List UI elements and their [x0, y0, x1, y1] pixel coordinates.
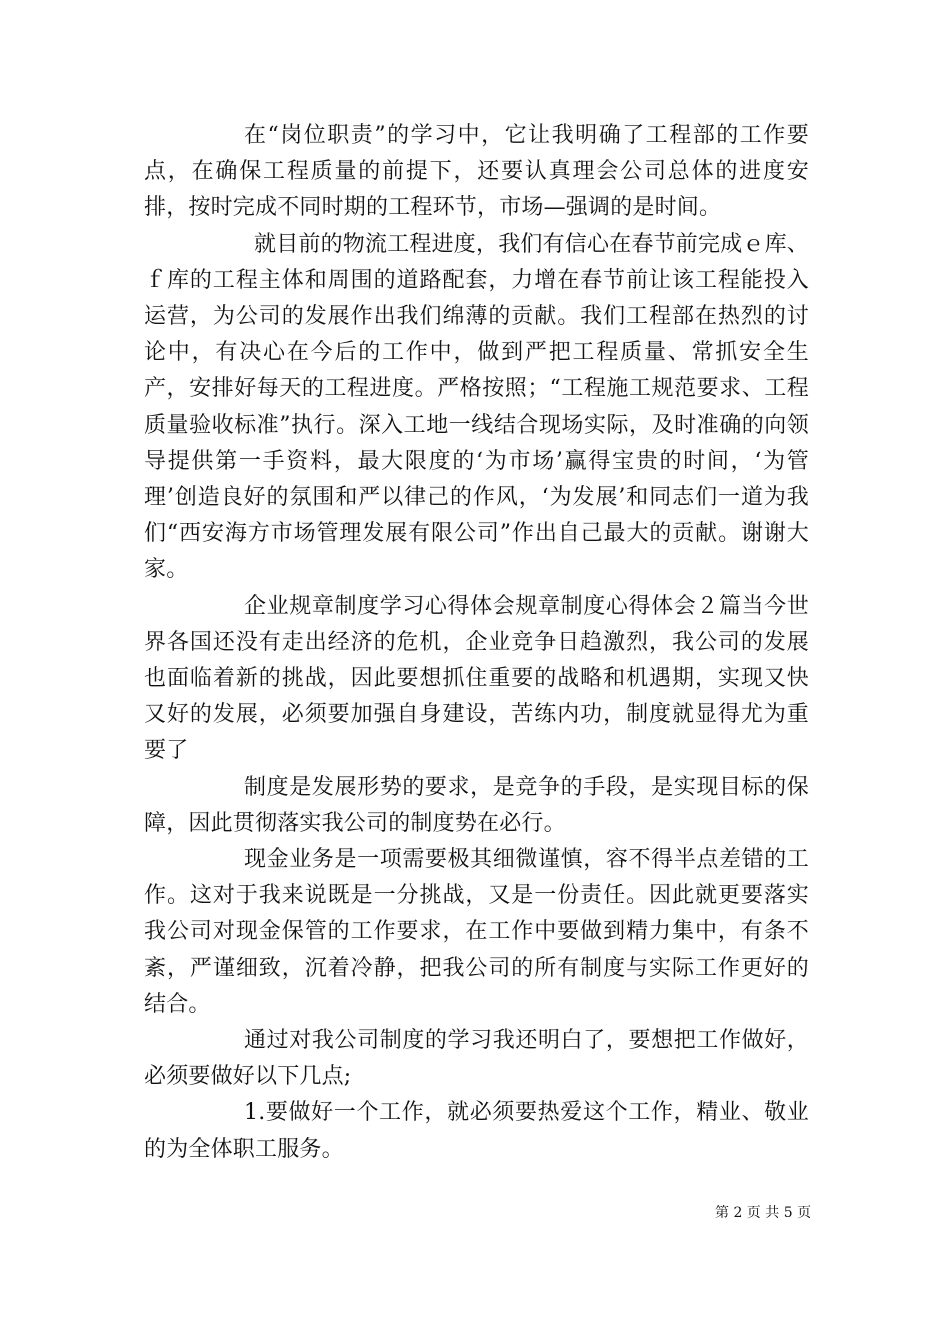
- page-number-footer: 第 2 页 共 5 页: [715, 1205, 812, 1221]
- paragraph: 在“岗位职责”的学习中，它让我明确了工程部的工作要点，在确保工程质量的前提下，还要认真理会公司总体的进度安排，按时完成不同时期的工程环节，市场—强调的是时间。: [144, 123, 809, 221]
- document-body: [144, 118, 809, 1168]
- paragraph: 1.要做好一个工作，就必须要热爱这个工作，精业、敬业的为全体职工服务。: [144, 1100, 809, 1162]
- paragraph: 制度是发展形势的要求，是竞争的手段，是实现目标的保障，因此贯彻落实我公司的制度势在必行。: [144, 774, 809, 836]
- paragraph: 就目前的物流工程进度，我们有信心在春节前完成ｅ库、ｆ库的工程主体和周围的道路配套，力增在春节前让该工程能投入运营，为公司的发展作出我们绵薄的贡献。我们工程部在热烈的讨论中，有决心在今后的工作中，做到严把工程质量、常抓安全生产，安排好每天的工程进度。严格按照；“工程施工规范要求、工程质量验收标准”执行。深入工地一线结合现场实际，及时准确的向领导提供第一手资料，最大限度的‘为市场’赢得宝贵的时间，‘为管理’创造良好的氛围和严以律己的作风，‘为发展’和同志们一道为我们“西安海方市场管理发展有限公司”作出自己最大的贡献。谢谢大家。: [144, 231, 810, 583]
- paragraph: 通过对我公司制度的学习我还明白了，要想把工作做好，必须要做好以下几点;: [144, 1028, 809, 1090]
- paragraph: 企业规章制度学习心得体会规章制度心得体会２篇当今世界各国还没有走出经济的危机，企业竞争日趋激烈，我公司的发展也面临着新的挑战，因此要想抓住重要的战略和机遇期，实现又快又好的发展，必须要加强自身建设，苦练内功，制度就显得尤为重要了: [144, 593, 809, 764]
- paragraph: 现金业务是一项需要极其细微谨慎，容不得半点差错的工作。这对于我来说既是一分挑战，又是一份责任。因此就更要落实我公司对现金保管的工作要求，在工作中要做到精力集中，有条不紊，严谨细致，沉着冷静，把我公司的所有制度与实际工作更好的结合。: [144, 847, 809, 1017]
